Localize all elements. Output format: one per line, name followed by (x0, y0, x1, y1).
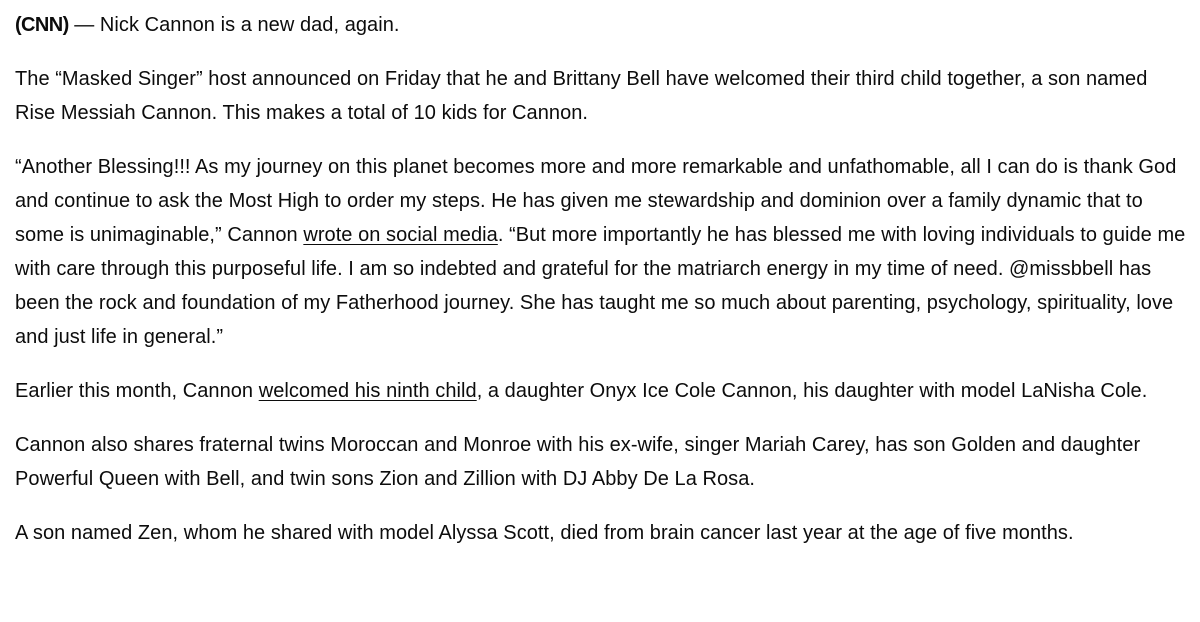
paragraph-ninth-child (15, 374, 1187, 408)
ninth-child-link[interactable]: welcomed his ninth child (258, 380, 477, 402)
social-media-link[interactable]: wrote on social media (303, 224, 498, 246)
ninth-child-text-start: Earlier this month, Cannon (15, 380, 259, 402)
paragraph-zen: A son named Zen, whom he shared with model Alyssa Scott, died from brain cancer last year at the age of five months. (15, 522, 1074, 544)
dateline-dash: — (68, 14, 100, 36)
dateline: (CNN) (15, 14, 69, 36)
article-body (15, 8, 1187, 570)
ninth-child-text-end: , a daughter Onyx Ice Cole Cannon, his daughter with model LaNisha Cole. (476, 380, 1148, 402)
intro-text: Nick Cannon is a new dad, again. (99, 14, 400, 36)
paragraph-announcement: The “Masked Singer” host announced on Friday that he and Brittany Bell have welcomed their third child together, a son named Rise Messiah Cannon. This makes a total of 10 kids for Cannon. (15, 68, 1148, 124)
paragraph-other-children: Cannon also shares fraternal twins Moroccan and Monroe with his ex-wife, singer Mariah Carey, has son Golden and daughter Powerful Queen with Bell, and twin sons Zion and Zillion with DJ Abby De La Rosa. (15, 434, 1141, 490)
quote-text-end: . “But more importantly he has blessed me with loving individuals to guide me with care through this purposeful life. I am so indebted and grateful for the matriarch energy in my time of need. @missbbell has been the rock and foundation of my Fatherhood journey. She has taught me so much about parenting, psychology, spirituality, love and just life in general.” (15, 224, 1186, 348)
quote-text-start: “Another Blessing!!! As my journey on this planet becomes more and more remarkable and unfathomable, all I can do is thank God and continue to ask the Most High to order my steps. He has given me stewardship and dominion over a family dynamic that to some is unimaginable,” Cannon (15, 156, 1177, 246)
paragraph-intro (15, 8, 1187, 42)
paragraph-quote (15, 150, 1187, 354)
